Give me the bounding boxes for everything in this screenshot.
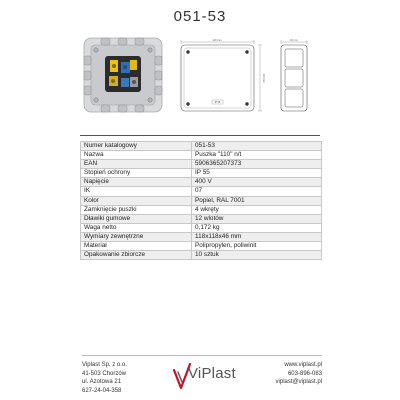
footer [82,355,322,395]
spec-label: Kolor [81,196,192,205]
section-divider [80,135,320,136]
table-row [81,160,322,169]
spec-label: Dławiki gumowe [81,214,192,223]
side-view-drawing [281,38,307,111]
address-line: Viplast Sp. z o.o. [82,362,127,368]
width-dimension-label: 118 mm [212,39,222,42]
spec-value: IP 55 [192,169,322,178]
spec-value: 051-53 [192,142,322,151]
spec-value: 10 sztuk [192,251,322,260]
spec-label: Materiał [81,242,192,251]
spec-value: 0,172 kg [192,223,322,232]
table-row [81,178,322,187]
top-view-drawing [181,38,266,111]
spec-label: Opakowanie zbiorcze [81,251,192,260]
spec-label: Numer katalogowy [81,142,192,151]
spec-label: Napięcie [81,178,192,187]
table-row [81,205,322,214]
spec-value: 400 V [192,178,322,187]
lid-marking-label: IP 55 [214,102,221,104]
spec-value: Popiel, RAL 7001 [192,196,322,205]
spec-label: Waga netto [81,223,192,232]
company-address [82,361,127,395]
website-link[interactable]: www.viplast.pl [284,362,322,368]
spec-label: Stopień ochrony [81,169,192,178]
spec-label: Zamknięcie puszki [81,205,192,214]
spec-value: 5906365207373 [192,160,322,169]
table-row [81,187,322,196]
spec-label: IK [81,187,192,196]
table-row [81,151,322,160]
address-line: ul. Azotowa 21 [82,379,122,386]
table-row [81,214,322,223]
address-line: 627-24-04-358 [82,387,122,394]
spec-value: Polipropylen, poliwinit [192,242,322,251]
spec-label: Nazwa [81,151,192,160]
specification-table [80,141,322,260]
height-dimension-label: 118 mm [262,73,265,83]
junction-box-photo [84,38,162,112]
table-row [81,169,322,178]
spec-label: EAN [81,160,192,169]
spec-value: 118x118x46 mm [192,232,322,241]
logo-wordmark: ViPlast [188,365,236,382]
address-line: 41-503 Chorzów [82,370,127,377]
table-row [81,251,322,260]
spec-value: 12 wlotów [192,214,322,223]
table-row [81,232,322,241]
email-link[interactable]: viplast@viplast.pl [275,379,322,386]
viplast-logo [172,362,242,390]
phone-number: 603-896-083 [287,370,322,377]
spec-value: 4 wkręty [192,205,322,214]
table-row [81,223,322,232]
spec-value: 07 [192,187,322,196]
table-row [81,196,322,205]
table-row [81,242,322,251]
table-row [81,142,322,151]
spec-label: Wymiary zewnętrzne [81,232,192,241]
footer-divider [82,355,322,356]
spec-value: Puszka "110" n/t [192,151,322,160]
company-contact [276,361,322,387]
depth-dimension-label: 46 mm [290,39,298,42]
product-drawing [83,36,319,114]
catalog-number-title: 051-53 [173,8,227,25]
